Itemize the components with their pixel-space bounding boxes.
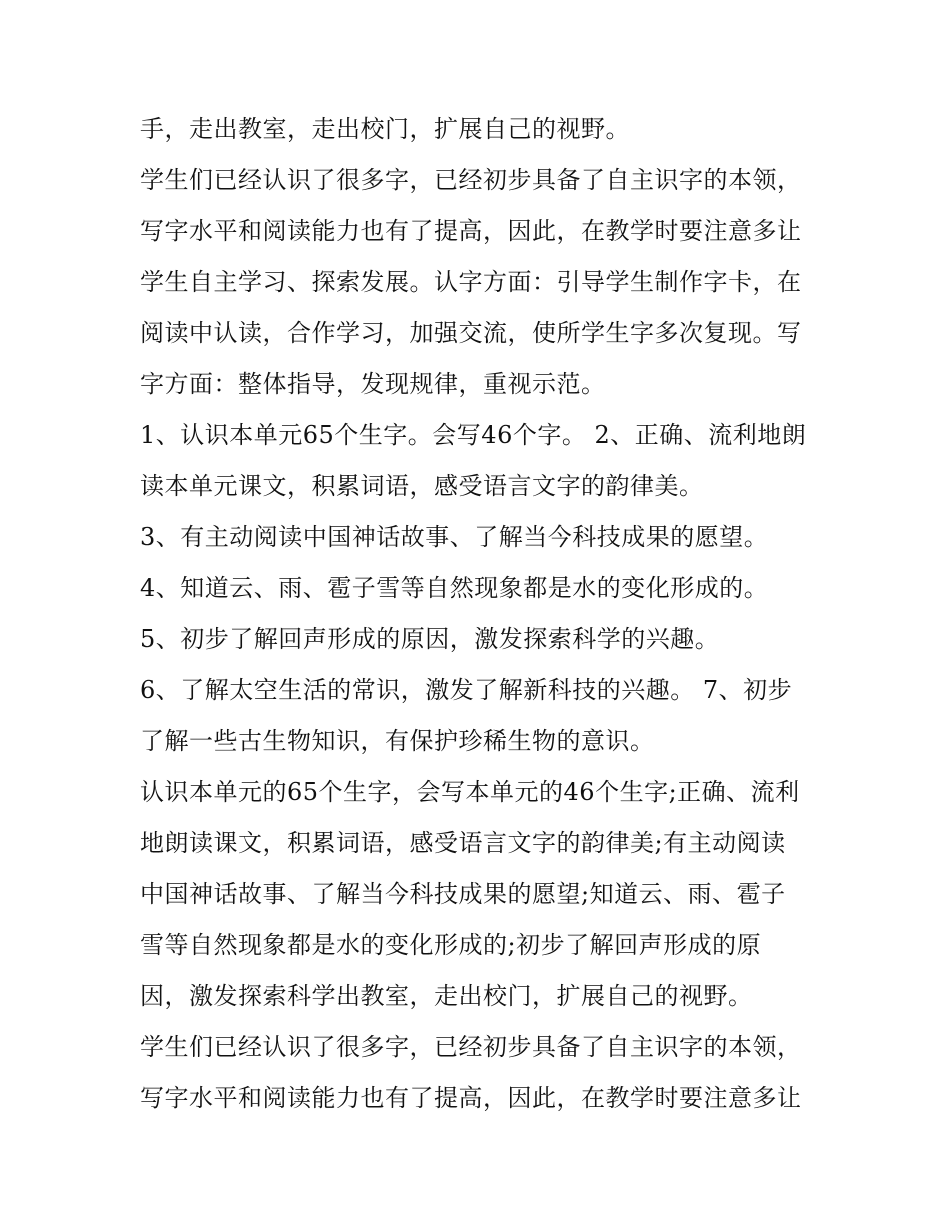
text-line: 写字水平和阅读能力也有了提高，因此，在教学时要注意多让 bbox=[140, 1084, 802, 1112]
text-line: 5、初步了解回声形成的原因，激发探索科学的兴趣。 bbox=[140, 625, 720, 653]
text-line: 学生们已经认识了很多字，已经初步具备了自主识字的本领， bbox=[140, 1033, 802, 1061]
text-line: 读本单元课文，积累词语，感受语言文字的韵律美。 bbox=[140, 472, 704, 500]
text-line: 学生们已经认识了很多字，已经初步具备了自主识字的本领， bbox=[140, 166, 802, 194]
text-line: 雪等自然现象都是水的变化形成的;初步了解回声形成的原 bbox=[140, 931, 762, 959]
text-line: 手，走出教室，走出校门，扩展自己的视野。 bbox=[140, 115, 630, 143]
text-line: 1、认识本单元65个生字。会写46个字。 2、正确、流利地朗 bbox=[140, 421, 807, 449]
text-line: 字方面：整体指导，发现规律，重视示范。 bbox=[140, 370, 606, 398]
text-line: 4、知道云、雨、雹子雪等自然现象都是水的变化形成的。 bbox=[140, 574, 769, 602]
text-line: 学生自主学习、探索发展。认字方面：引导学生制作字卡，在 bbox=[140, 268, 802, 296]
text-line: 因，激发探索科学出教室，走出校门，扩展自己的视野。 bbox=[140, 982, 753, 1010]
text-line: 了解一些古生物知识，有保护珍稀生物的意识。 bbox=[140, 727, 655, 755]
text-line: 写字水平和阅读能力也有了提高，因此，在教学时要注意多让 bbox=[140, 217, 802, 245]
text-line: 认识本单元的65个生字，会写本单元的46个生字;正确、流利 bbox=[140, 778, 800, 806]
text-line: 6、了解太空生活的常识，激发了解新科技的兴趣。 7、初步 bbox=[140, 676, 793, 704]
text-line: 阅读中认读，合作学习，加强交流，使所学生字多次复现。写 bbox=[140, 319, 802, 347]
text-line: 地朗读课文，积累词语，感受语言文字的韵律美;有主动阅读 bbox=[140, 829, 786, 857]
text-line: 3、有主动阅读中国神话故事、了解当今科技成果的愿望。 bbox=[140, 523, 769, 551]
text-line: 中国神话故事、了解当今科技成果的愿望;知道云、雨、雹子 bbox=[140, 880, 786, 908]
